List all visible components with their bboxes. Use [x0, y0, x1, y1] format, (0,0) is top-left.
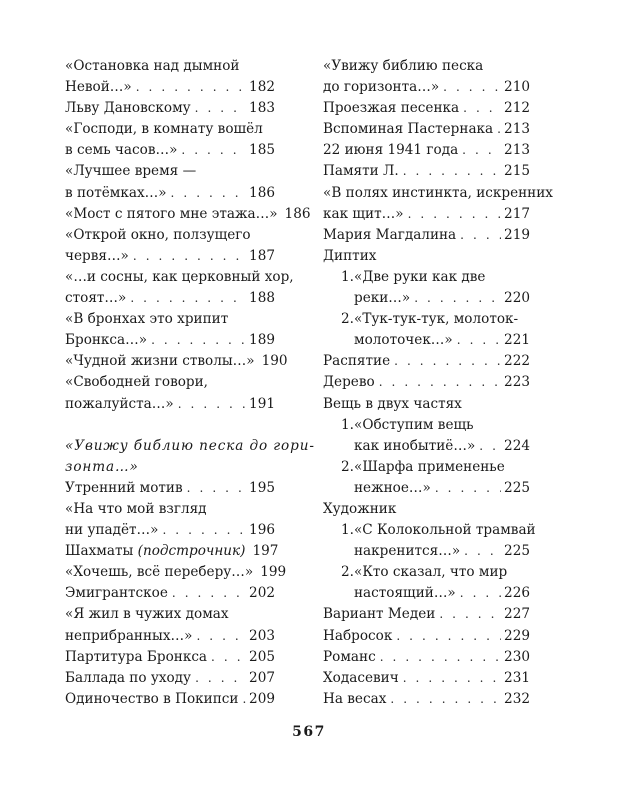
- toc-entry: [323, 77, 530, 98]
- leader-dots: [462, 140, 501, 161]
- toc-entry: [65, 520, 275, 541]
- section-title-line: зонта…»: [65, 458, 139, 475]
- toc-entry: [323, 119, 530, 140]
- page-ref: 215: [504, 163, 530, 180]
- entry-title: Бронкса…»: [65, 332, 148, 349]
- toc-subentry: [323, 478, 530, 499]
- page-ref: 185: [249, 142, 275, 159]
- entry-title-text: Шахматы: [65, 543, 134, 560]
- toc-entry: [65, 225, 275, 246]
- entry-title: в семь часов…»: [65, 142, 178, 159]
- toc-entry: [65, 183, 275, 204]
- toc-entry: [65, 77, 275, 98]
- toc-entry: [65, 604, 275, 625]
- entry-title: реки…»: [354, 290, 411, 307]
- leader-dots: [390, 689, 501, 710]
- entry-title: Набросок: [323, 627, 393, 644]
- leader-dots: [171, 183, 247, 204]
- leader-dots: [439, 604, 501, 625]
- leader-dots: [460, 225, 501, 246]
- page-ref: 219: [504, 226, 530, 243]
- leader-dots: [403, 161, 501, 182]
- toc-entry: [323, 98, 530, 119]
- page-ref: 186: [249, 184, 275, 201]
- page-ref: 226: [504, 585, 530, 602]
- toc-subentry: [323, 541, 530, 562]
- subentry-number: 1.: [341, 416, 354, 433]
- entry-title: Ходасевич: [323, 669, 399, 686]
- leader-dots: [195, 668, 246, 689]
- entry-title: «Свободней говори,: [65, 374, 209, 391]
- leader-dots: [151, 330, 246, 351]
- entry-title: в потёмках…»: [65, 184, 167, 201]
- leader-dots: [408, 204, 501, 225]
- leader-dots: [162, 520, 246, 541]
- page-ref: 195: [249, 479, 275, 496]
- toc-entry: [323, 604, 530, 625]
- entry-title: Невой…»: [65, 79, 132, 96]
- entry-title: стоят…»: [65, 290, 127, 307]
- entry-title: Дерево: [323, 374, 375, 391]
- entry-note: (подстрочник): [137, 543, 246, 560]
- page-ref: 203: [249, 627, 275, 644]
- toc-entry: [65, 689, 275, 710]
- page-ref: 190: [261, 353, 288, 370]
- leader-dots: [457, 330, 501, 351]
- leader-dots: [403, 668, 501, 689]
- entry-title: «Остановка над дымной: [65, 58, 240, 74]
- toc-entry: [323, 56, 530, 77]
- entry-title: «Я жил в чужих домах: [65, 606, 229, 623]
- toc-entry: [65, 161, 275, 182]
- entry-title: Баллада по уходу: [65, 669, 192, 686]
- entry-title: Мария Магдалина: [323, 226, 457, 243]
- entry-title: неприбранных…»: [65, 627, 193, 644]
- page-ref: 225: [504, 543, 530, 560]
- leader-dots: [379, 372, 501, 393]
- toc-entry: [65, 583, 275, 604]
- toc-group-heading: [323, 394, 530, 415]
- entry-title: «Хочешь, всё переберу…»: [65, 564, 254, 581]
- entry-title: «Увижу библию песка: [323, 58, 484, 74]
- page-ref: 191: [249, 395, 275, 412]
- leader-dots: [130, 288, 246, 309]
- entry-title: Льву Дановскому: [65, 100, 191, 117]
- toc-entry: [65, 288, 275, 309]
- entry-title: Эмигрантское: [65, 585, 168, 602]
- page-ref: 213: [504, 121, 530, 138]
- toc-entry: [323, 140, 530, 161]
- page-ref: 189: [249, 332, 275, 349]
- entry-title: нежное…»: [354, 479, 431, 496]
- entry-title: настоящий…»: [354, 585, 456, 602]
- toc-entry: [323, 225, 530, 246]
- toc-entry: [323, 647, 530, 668]
- leader-dots: [195, 98, 246, 119]
- leader-dots: [178, 394, 246, 415]
- entry-title: до горизонта…»: [323, 79, 440, 96]
- entry-title: Романс: [323, 648, 376, 665]
- toc-entry: [65, 541, 279, 562]
- entry-title: «Открой окно, ползущего: [65, 226, 251, 243]
- leader-dots: [133, 246, 246, 267]
- toc-entry: [65, 267, 294, 288]
- leader-dots: [443, 77, 501, 98]
- toc-subentry: [323, 583, 530, 604]
- entry-title: «Тук-тук-тук, молоток-: [354, 311, 519, 328]
- page-ref: 213: [504, 142, 530, 159]
- section-gap: [65, 415, 275, 436]
- section-title: [65, 457, 275, 478]
- leader-dots: [242, 689, 246, 710]
- toc-entry: [65, 562, 287, 583]
- toc-entry: [65, 394, 275, 415]
- entry-title: червя…»: [65, 247, 129, 264]
- entry-title: молоточек…»: [354, 332, 453, 349]
- leader-dots: [380, 647, 501, 668]
- page-ref: 231: [504, 669, 530, 686]
- toc-subentry: [323, 288, 530, 309]
- toc-entry: [65, 119, 275, 140]
- toc-left-column: [65, 56, 315, 710]
- entry-title: «Две руки как две: [354, 268, 486, 285]
- section-title-line: «Увижу библию песка до гори-: [65, 437, 315, 454]
- toc-right-column: [323, 56, 553, 710]
- toc-group-heading: [323, 499, 530, 520]
- toc-entry: [65, 626, 275, 647]
- page-number: 567: [292, 724, 326, 740]
- subentry-number: 2.: [341, 311, 354, 328]
- toc-subentry: [323, 415, 530, 436]
- page-ref: 212: [504, 100, 530, 117]
- page-ref: 220: [504, 290, 530, 307]
- toc-subentry: [323, 562, 530, 583]
- page-ref: 205: [249, 648, 275, 665]
- leader-dots: [414, 288, 501, 309]
- leader-dots: [479, 436, 501, 457]
- toc-entry: [65, 56, 275, 77]
- entry-title: «Господи, в комнату вошёл: [65, 121, 263, 138]
- page-ref: 210: [504, 79, 530, 96]
- entry-title: «С Колокольной трамвай: [353, 522, 536, 539]
- page-ref: 202: [249, 585, 275, 602]
- entry-title: «…и сосны, как церковный хор,: [65, 268, 294, 285]
- toc-subentry: [323, 267, 530, 288]
- entry-title: [65, 541, 245, 562]
- page-ref: 229: [504, 627, 530, 644]
- entry-title: Вариант Медеи: [323, 606, 436, 623]
- entry-title: ни упадёт…»: [65, 522, 159, 539]
- page-ref: 217: [504, 205, 530, 222]
- page-ref: 224: [504, 437, 530, 454]
- entry-title: «В бронхах это хрипит: [65, 311, 229, 328]
- subentry-number: 2.: [341, 458, 354, 475]
- subentry-number: 1.: [341, 522, 354, 539]
- subentry-number: 1.: [341, 268, 354, 285]
- toc-entry: [323, 689, 530, 710]
- leader-dots: [136, 77, 246, 98]
- group-title: Диптих: [323, 247, 377, 264]
- entry-title: Партитура Бронкса: [65, 648, 208, 665]
- page-ref: 232: [504, 690, 530, 707]
- leader-dots: [211, 647, 246, 668]
- entry-title: «Чудной жизни стволы…»: [65, 353, 255, 370]
- page-ref: 209: [249, 690, 275, 707]
- page-ref: 196: [249, 522, 275, 539]
- entry-title: «Мост с пятого мне этажа…»: [65, 205, 278, 222]
- section-title: [65, 436, 315, 457]
- leader-dots: [172, 583, 246, 604]
- toc-entry: [323, 372, 530, 393]
- leader-dots: [181, 140, 246, 161]
- toc-subentry: [323, 436, 530, 457]
- toc-group-heading: [323, 246, 530, 267]
- page-ref: 188: [249, 290, 275, 307]
- entry-title: как инобытиё…»: [354, 437, 476, 454]
- toc-subentry: [323, 520, 536, 541]
- page-ref: 186: [284, 205, 311, 222]
- subentry-number: 2.: [341, 564, 354, 581]
- toc-entry: [65, 351, 288, 372]
- entry-title: На весах: [323, 690, 387, 707]
- page-ref: 183: [249, 100, 275, 117]
- group-title: Художник: [323, 500, 397, 517]
- page-ref: 225: [504, 479, 530, 496]
- leader-dots: [187, 478, 246, 499]
- entry-title: Вспоминая Пастернака: [323, 121, 494, 138]
- toc-entry: [323, 351, 530, 372]
- entry-title: «На что мой взгляд: [65, 500, 207, 517]
- entry-title: «В полях инстинкта, искренних: [323, 184, 553, 201]
- page-ref: 197: [252, 543, 279, 560]
- entry-title: «Обступим вещь: [354, 416, 474, 433]
- entry-title: пожалуйста…»: [65, 395, 174, 412]
- toc-entry: [323, 161, 530, 182]
- toc-entry: [65, 309, 275, 330]
- entry-title: 22 июня 1941 года: [323, 142, 459, 159]
- toc-entry: [65, 330, 275, 351]
- toc-subentry: [323, 309, 530, 330]
- toc-entry: [65, 140, 275, 161]
- leader-dots: [463, 98, 501, 119]
- entry-title: накренится…»: [354, 543, 461, 560]
- page-ref: 199: [260, 564, 287, 581]
- page-ref: 222: [504, 353, 530, 370]
- entry-title: Памяти Л.: [323, 163, 399, 180]
- entry-title: Утренний мотив: [65, 479, 183, 496]
- page-ref: 187: [249, 247, 275, 264]
- entry-title: Проезжая песенка: [323, 100, 460, 117]
- page-ref: 227: [504, 606, 530, 623]
- toc-entry: [323, 183, 553, 204]
- leader-dots: [464, 541, 501, 562]
- toc-entry: [65, 668, 275, 689]
- toc-entry: [65, 478, 275, 499]
- entry-title: Распятие: [323, 353, 391, 370]
- toc-subentry: [323, 330, 530, 351]
- entry-title: как щит…»: [323, 205, 404, 222]
- entry-title: «Кто сказал, что мир: [354, 564, 508, 581]
- leader-dots: [196, 626, 246, 647]
- toc-entry: [65, 647, 275, 668]
- leader-dots: [497, 119, 501, 140]
- toc-entry: [323, 668, 530, 689]
- toc-entry: [65, 499, 275, 520]
- entry-title: «Шарфа примененье: [354, 458, 505, 475]
- leader-dots: [394, 351, 501, 372]
- entry-title: «Лучшее время —: [65, 163, 197, 180]
- leader-dots: [435, 478, 501, 499]
- page-ref: 221: [504, 332, 530, 349]
- toc-entry: [323, 626, 530, 647]
- page-ref: 223: [504, 374, 530, 391]
- toc-entry: [65, 246, 275, 267]
- toc-entry: [65, 98, 275, 119]
- page-ref: 230: [504, 648, 530, 665]
- entry-title: Одиночество в Покипси: [65, 690, 239, 707]
- leader-dots: [396, 626, 501, 647]
- page-ref: 207: [249, 669, 275, 686]
- toc-subentry: [323, 457, 530, 478]
- leader-dots: [460, 583, 501, 604]
- group-title: Вещь в двух частях: [323, 395, 462, 412]
- toc-entry: [323, 204, 530, 225]
- page-ref: 182: [249, 79, 275, 96]
- toc-entry: [65, 372, 275, 393]
- toc-entry: [65, 204, 311, 225]
